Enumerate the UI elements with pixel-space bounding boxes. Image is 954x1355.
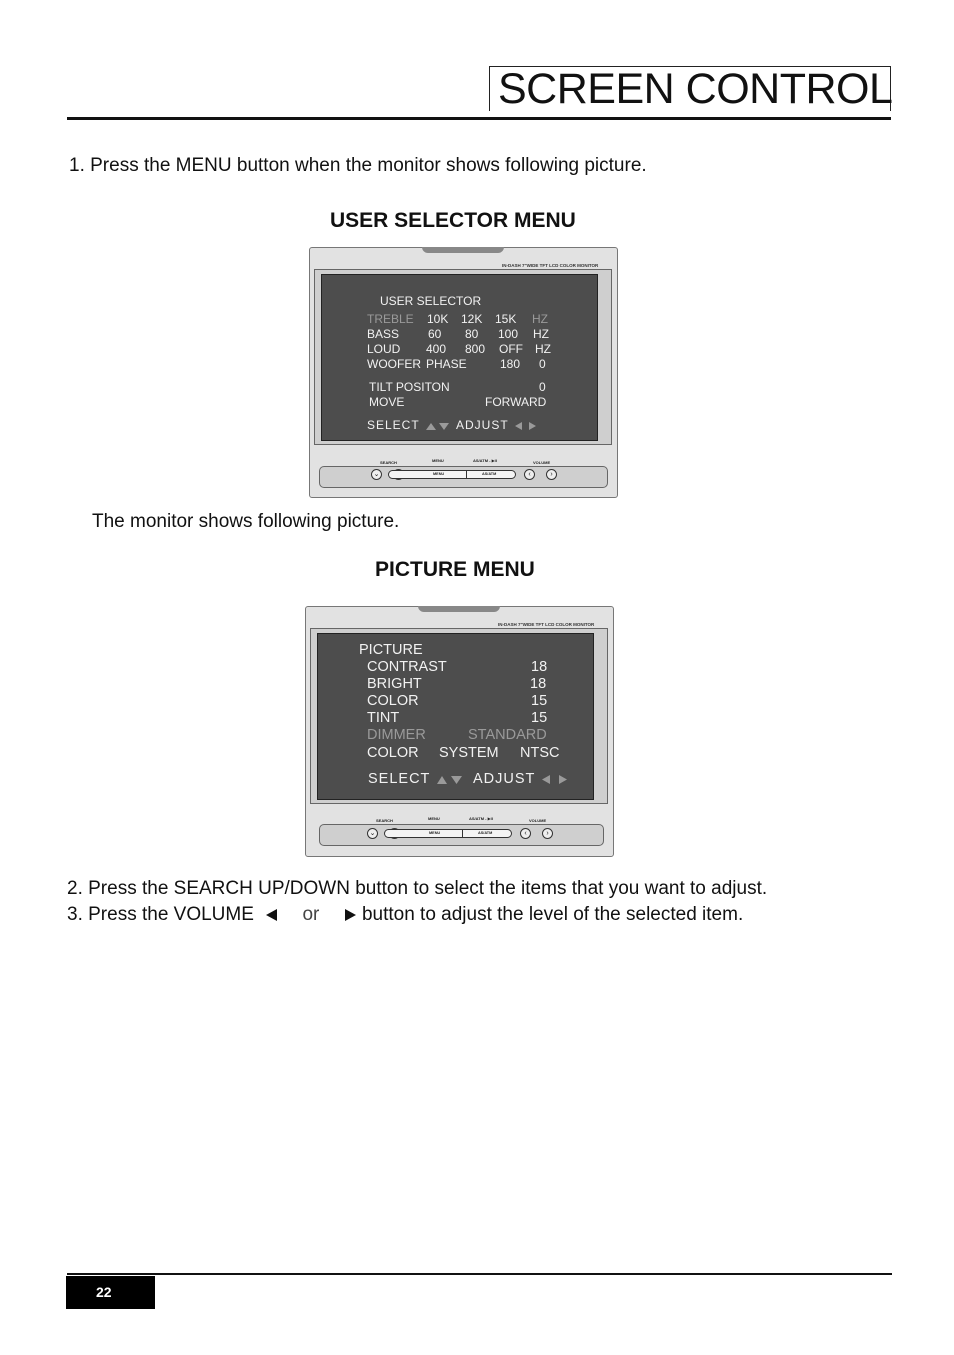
picture-menu-heading: PICTURE MENU	[375, 558, 535, 581]
footer-rule	[67, 1273, 892, 1275]
osd-row-label: TINT	[367, 710, 400, 726]
osd-row-label: COLOR	[367, 745, 419, 761]
volume-down-button[interactable]: ‹	[524, 469, 535, 480]
volume-label: VOLUME	[529, 818, 547, 823]
osd-adjust-hint	[456, 418, 541, 432]
osd-row-middle: SYSTEM	[439, 745, 499, 761]
up-down-arrows-icon	[436, 774, 464, 785]
volume-label: VOLUME	[533, 460, 551, 465]
osd-row-value: 15	[531, 693, 548, 709]
volume-up-button[interactable]: ›	[546, 469, 557, 480]
page-number: 22	[66, 1276, 155, 1309]
menu-button-label: MENU	[429, 831, 441, 835]
osd-row-value: 800	[465, 342, 486, 356]
menu-button-label: MENU	[433, 472, 445, 476]
osd-row-value: 15K	[495, 312, 517, 326]
volume-left-arrow-icon	[265, 908, 279, 922]
osd-row-unit: HZ	[533, 327, 549, 341]
osd-row-value: 60	[428, 327, 442, 341]
osd-row-value: 80	[465, 327, 479, 341]
user-selector-heading: USER SELECTOR MENU	[330, 209, 576, 232]
left-right-arrows-icon	[541, 774, 571, 785]
monitor-brand: IN-DASH 7"WIDE TFT LCD COLOR MONITOR	[502, 263, 599, 268]
volume-up-button[interactable]: ›	[542, 828, 553, 839]
pill-divider	[462, 830, 463, 837]
osd-select-hint	[368, 771, 465, 787]
pill-divider	[466, 471, 467, 478]
left-right-arrows-icon	[514, 421, 540, 431]
osd-adjust-label: ADJUST	[473, 771, 536, 787]
monitor-top-tab	[418, 606, 500, 612]
osd-row-unit: 0	[539, 357, 546, 371]
osd-row-value: STANDARD	[468, 727, 547, 743]
search-label: SEARCH	[380, 460, 397, 465]
page-title: SCREEN CONTROL	[498, 65, 893, 113]
osd-adjust-label: ADJUST	[456, 418, 509, 432]
menu-label: MENU	[432, 458, 444, 463]
osd-row-value: PHASE	[426, 357, 467, 371]
osd-row-unit: HZ	[532, 312, 548, 326]
osd-row-value: 10K	[427, 312, 449, 326]
mid-text: The monitor shows following picture.	[92, 511, 400, 532]
osd-row-value: 180	[500, 357, 521, 371]
osd-tilt-label: TILT POSITON	[369, 380, 450, 394]
volume-right-arrow-icon	[343, 908, 357, 922]
osd-row-unit: HZ	[535, 342, 551, 356]
osd-screen	[321, 274, 598, 441]
as-atm-button-label: AS/ATM	[478, 831, 493, 835]
osd-row-label: COLOR	[367, 693, 419, 709]
osd-row-label: CONTRAST	[367, 659, 447, 675]
osd-row-value: OFF	[499, 342, 523, 356]
search-label: SEARCH	[376, 818, 393, 823]
step-1-text: 1. Press the MENU button when the monitor shows following picture.	[69, 155, 647, 176]
osd-row-label: WOOFER	[367, 357, 421, 371]
volume-down-button[interactable]: ‹	[520, 828, 531, 839]
osd-screen	[317, 633, 594, 800]
up-down-arrows-icon	[425, 421, 451, 431]
osd-row-value: NTSC	[520, 745, 560, 761]
osd-adjust-hint	[473, 771, 572, 787]
osd-row-label: LOUD	[367, 342, 401, 356]
osd-tilt-value: 0	[539, 380, 546, 394]
osd-move-value: FORWARD	[485, 395, 547, 409]
osd-menu-title: PICTURE	[359, 642, 423, 658]
osd-menu-title: USER SELECTOR	[380, 294, 482, 308]
step-3-or: or	[302, 904, 320, 925]
osd-row-value: 400	[426, 342, 447, 356]
osd-row-value: 15	[531, 710, 548, 726]
step-3-prefix: 3. Press the VOLUME	[67, 904, 254, 925]
osd-row-label: BASS	[367, 327, 400, 341]
osd-row-label: DIMMER	[367, 727, 426, 743]
osd-row-label: TREBLE	[367, 312, 414, 326]
as-atm-label: AS/ATM - ▶II	[473, 458, 497, 463]
step-3-suffix: button to adjust the level of the selected item.	[361, 904, 744, 925]
menu-as-atm-button[interactable]	[388, 470, 516, 479]
osd-row-value: 100	[498, 327, 519, 341]
osd-move-label: MOVE	[369, 395, 405, 409]
monitor-top-tab	[422, 247, 504, 253]
as-atm-button-label: AS/ATM	[482, 472, 497, 476]
monitor-picture	[305, 606, 614, 857]
menu-label: MENU	[428, 816, 440, 821]
monitor-user-selector	[309, 247, 618, 498]
as-atm-label: AS/ATM - ▶II	[469, 816, 493, 821]
search-down-button[interactable]: ⌄	[371, 469, 382, 480]
title-rule	[67, 117, 891, 120]
osd-select-label: SELECT	[367, 418, 420, 432]
osd-row-value: 18	[530, 676, 547, 692]
osd-select-hint	[367, 418, 452, 432]
osd-row-value: 12K	[461, 312, 483, 326]
osd-row-label: BRIGHT	[367, 676, 422, 692]
osd-row-value: 18	[531, 659, 548, 675]
search-down-button[interactable]: ⌄	[367, 828, 378, 839]
osd-select-label: SELECT	[368, 771, 431, 787]
menu-as-atm-button[interactable]	[384, 829, 512, 838]
monitor-brand: IN-DASH 7"WIDE TFT LCD COLOR MONITOR	[498, 622, 595, 627]
step-3-text	[67, 904, 743, 926]
step-2-text: 2. Press the SEARCH UP/DOWN button to select the items that you want to adjust.	[67, 878, 768, 899]
